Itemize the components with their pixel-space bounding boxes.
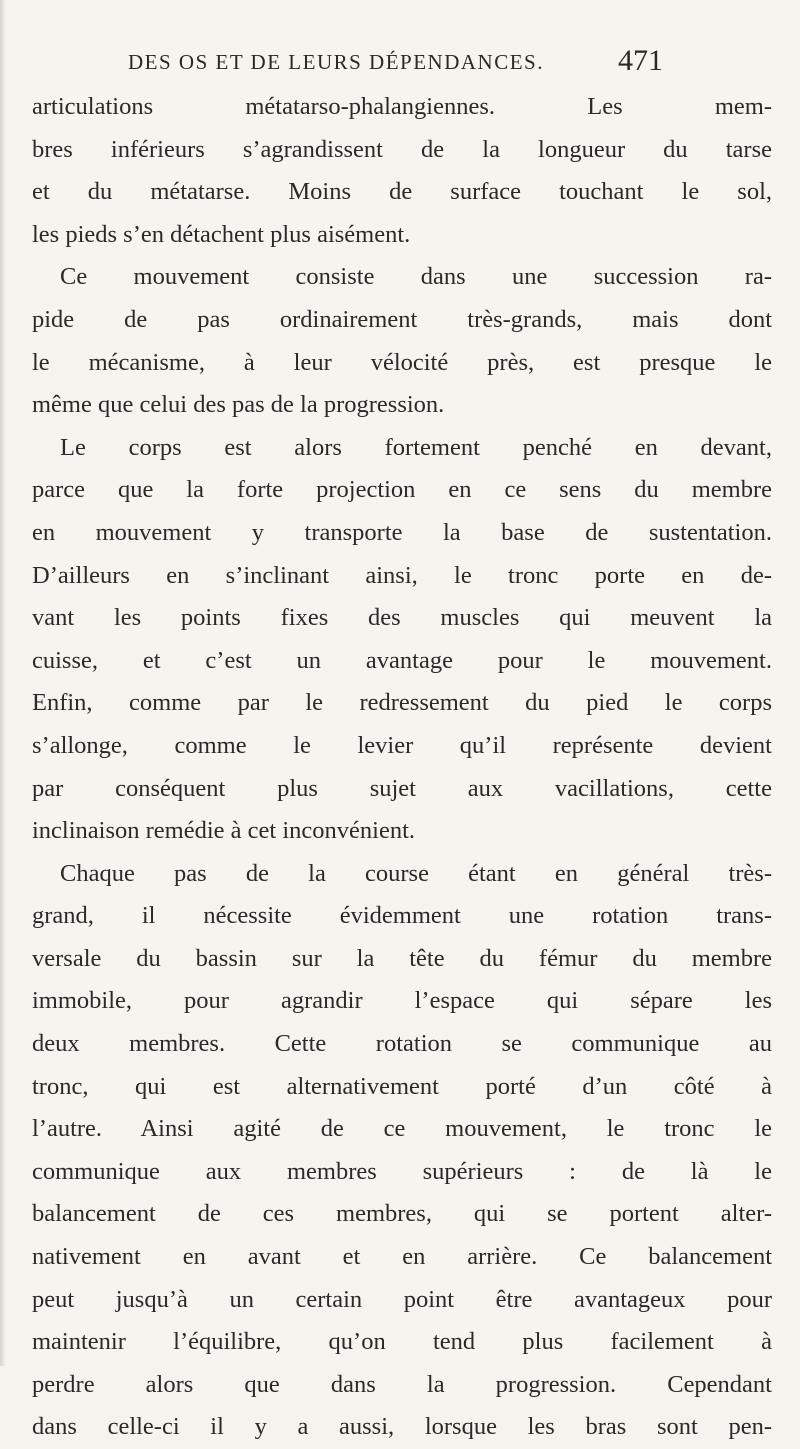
text-line: et du métatarse. Moins de surface touchant le sol, bbox=[32, 178, 772, 206]
text-line: communique aux membres supérieurs : de là le bbox=[32, 1157, 772, 1185]
page-spine-shadow bbox=[0, 0, 6, 1366]
text-line: balancement de ces membres, qui se portent alter- bbox=[32, 1200, 772, 1228]
text-line: Enfin, comme par le redressement du pied le corps bbox=[32, 689, 772, 717]
page-number: 471 bbox=[618, 44, 663, 77]
text-line: grand, il nécessite évidemment une rotation trans- bbox=[32, 902, 772, 930]
text-line: perdre alors que dans la progression. Cependant bbox=[32, 1370, 772, 1398]
text-line: cuisse, et c’est un avantage pour le mouvement. bbox=[32, 646, 772, 674]
text-line: parce que la forte projection en ce sens du membre bbox=[32, 476, 772, 504]
text-line: en mouvement y transporte la base de sustentation. bbox=[32, 518, 772, 546]
text-line: articulations métatarso-phalangiennes. Les mem- bbox=[32, 93, 772, 120]
text-line: peut jusqu’à un certain point être avantageux pour bbox=[32, 1285, 772, 1313]
body-text bbox=[32, 86, 772, 1449]
text-line: nativement en avant et en arrière. Ce balancement bbox=[32, 1243, 772, 1271]
text-line: immobile, pour agrandir l’espace qui sépare les bbox=[32, 987, 772, 1015]
text-line: maintenir l’équilibre, qu’on tend plus facilement à bbox=[32, 1328, 772, 1356]
text-line: pide de pas ordinairement très-grands, mais dont bbox=[32, 305, 772, 333]
text-line: même que celui des pas de la progression. bbox=[32, 391, 445, 419]
text-line: tronc, qui est alternativement porté d’un côté à bbox=[32, 1072, 772, 1100]
text-line: le mécanisme, à leur vélocité près, est presque le bbox=[32, 348, 772, 376]
page-header bbox=[128, 44, 768, 84]
text-line: s’allonge, comme le levier qu’il représente devient bbox=[32, 731, 772, 759]
text-line: les pieds s’en détachent plus aisément. bbox=[32, 220, 411, 248]
text-line: vant les points fixes des muscles qui meuvent la bbox=[32, 604, 772, 632]
text-line: Ce mouvement consiste dans une succession ra- bbox=[60, 263, 772, 291]
text-line: dans celle-ci il y a aussi, lorsque les bras sont pen- bbox=[32, 1413, 772, 1441]
text-line: versale du bassin sur la tête du fémur du membre bbox=[32, 944, 772, 972]
text-line: Chaque pas de la course étant en général très- bbox=[60, 859, 772, 887]
text-line: Le corps est alors fortement penché en devant, bbox=[60, 433, 772, 461]
running-head: DES OS ET DE LEURS DÉPENDANCES. bbox=[128, 50, 544, 74]
text-line: par conséquent plus sujet aux vacillations, cette bbox=[32, 774, 772, 802]
text-line: l’autre. Ainsi agité de ce mouvement, le tronc le bbox=[32, 1115, 772, 1143]
text-line: inclinaison remédie à cet inconvénient. bbox=[32, 817, 416, 845]
text-line: deux membres. Cette rotation se communique au bbox=[32, 1030, 772, 1058]
text-line: bres inférieurs s’agrandissent de la longueur du tarse bbox=[32, 135, 772, 163]
text-line: D’ailleurs en s’inclinant ainsi, le tronc porte en de- bbox=[32, 561, 772, 589]
